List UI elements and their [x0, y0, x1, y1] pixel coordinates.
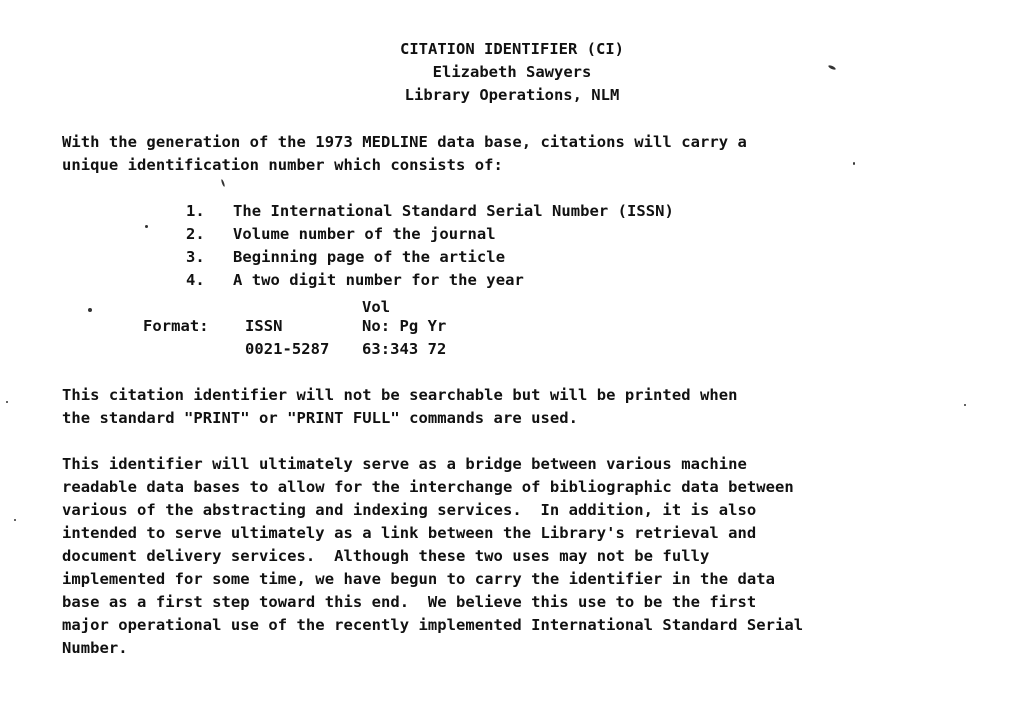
- list-item-number: 3.: [186, 248, 205, 266]
- format-example-rest: 63:343 72: [362, 340, 447, 358]
- scan-speck: [14, 519, 16, 521]
- paragraph3-line-1: This identifier will ultimately serve as a bridge between various machine: [62, 455, 747, 473]
- paragraph3-line-7: base as a first step toward this end. We believe this use to be the first: [62, 593, 757, 611]
- paragraph3-line-2: readable data bases to allow for the interchange of bibliographic data between: [62, 478, 794, 496]
- format-vol-label: Vol: [362, 298, 391, 316]
- paragraph3-line-8: major operational use of the recently implemented International Standard Serial: [62, 616, 804, 634]
- scan-speck: [145, 225, 148, 228]
- list-item-number: 4.: [186, 271, 205, 289]
- list-item-text: A two digit number for the year: [233, 271, 524, 289]
- scan-speck: [853, 162, 855, 165]
- scan-speck: [88, 308, 92, 312]
- paragraph3-line-5: document delivery services. Although these two uses may not be fully: [62, 547, 710, 565]
- format-example-issn: 0021-5287: [245, 340, 330, 358]
- paragraph3-line-9: Number.: [62, 639, 128, 657]
- format-label: Format:: [143, 317, 209, 335]
- list-item-text: Volume number of the journal: [233, 225, 496, 243]
- list-item-number: 2.: [186, 225, 205, 243]
- scan-speck: [221, 179, 226, 187]
- author-name: Elizabeth Sawyers: [432, 63, 592, 81]
- scan-speck: [6, 401, 8, 403]
- format-header-rest: No: Pg Yr: [362, 317, 447, 335]
- intro-line-1: With the generation of the 1973 MEDLINE data base, citations will carry a: [62, 133, 747, 151]
- paragraph3-line-3: various of the abstracting and indexing services. In addition, it is also: [62, 501, 757, 519]
- paragraph2-line-2: the standard "PRINT" or "PRINT FULL" commands are used.: [62, 409, 578, 427]
- list-item-text: Beginning page of the article: [233, 248, 506, 266]
- scan-speck: [964, 404, 966, 406]
- paragraph2-line-1: This citation identifier will not be searchable but will be printed when: [62, 386, 738, 404]
- document-title: CITATION IDENTIFIER (CI): [400, 40, 624, 58]
- format-header-issn: ISSN: [245, 317, 283, 335]
- list-item-number: 1.: [186, 202, 205, 220]
- intro-line-2: unique identification number which consists of:: [62, 156, 503, 174]
- list-item-text: The International Standard Serial Number (ISSN): [233, 202, 674, 220]
- author-affiliation: Library Operations, NLM: [404, 86, 620, 104]
- paragraph3-line-4: intended to serve ultimately as a link between the Library's retrieval and: [62, 524, 757, 542]
- paragraph3-line-6: implemented for some time, we have begun to carry the identifier in the data: [62, 570, 776, 588]
